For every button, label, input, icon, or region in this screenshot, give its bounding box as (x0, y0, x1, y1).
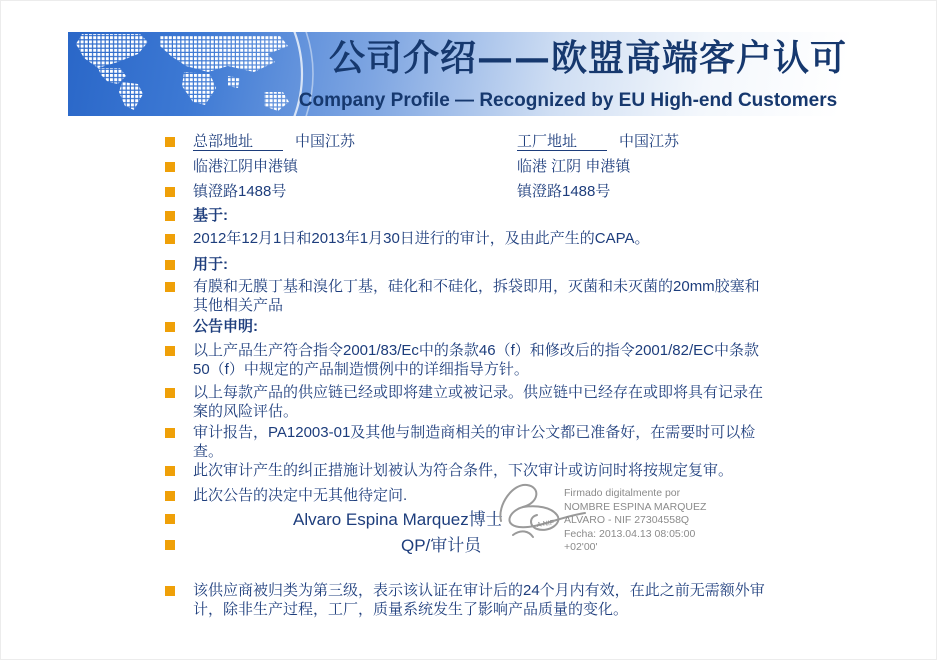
stamp-line: +02'00' (564, 541, 598, 553)
bullet-icon (165, 388, 175, 398)
stamp-line: ALVARO - NIF 27304558Q (564, 514, 690, 526)
section-heading: 公告申明: (193, 318, 258, 335)
bullet-icon (165, 491, 175, 501)
hq-address-line (193, 132, 785, 151)
factory-town-line: 临港 江阴 申港镇 (517, 158, 631, 175)
signer-role: QP/审计员 (401, 536, 482, 555)
digital-signature-stamp (564, 487, 724, 555)
stamp-line: Fecha: 2013.04.13 08:05:00 (564, 527, 696, 540)
bullet-row (165, 255, 785, 274)
address-row-1 (165, 132, 785, 151)
svg-text:A NIF: A NIF (536, 519, 555, 529)
bullet-icon (165, 514, 175, 524)
address-row-2 (165, 157, 785, 176)
section-heading: 基于: (193, 207, 228, 224)
factory-street-line: 镇澄路1488号 (517, 183, 611, 200)
bullet-row (165, 423, 785, 461)
header-banner (68, 32, 881, 116)
slide-title-chinese: 公司介绍——欧盟高端客户认可 (328, 37, 847, 79)
section-heading: 用于: (193, 256, 228, 273)
hq-address-label: 总部地址 (193, 133, 283, 151)
bullet-icon (165, 211, 175, 221)
bullet-icon (165, 428, 175, 438)
bullet-icon (165, 260, 175, 270)
stamp-line: Firmado digitalmente por (564, 487, 681, 499)
bullet-icon (165, 187, 175, 197)
bullet-text: 以上产品生产符合指令2001/83/Ec中的条款46（f）和修改后的指令2001/82/EC中条款50（f）中规定的产品制造惯例中的详细指导方针。 (193, 342, 759, 378)
bullet-icon (165, 282, 175, 292)
bullet-icon (165, 162, 175, 172)
bullet-icon (165, 466, 175, 476)
bullet-text: 2012年12月1日和2013年1月30日进行的审计，及由此产生的CAPA。 (193, 230, 650, 247)
bullet-icon (165, 234, 175, 244)
hq-street-line: 镇澄路1488号 (193, 183, 287, 200)
bullet-text: 此次公告的决定中无其他待定问. (193, 487, 408, 504)
bullet-row (165, 277, 785, 315)
bullet-row (165, 581, 785, 619)
bullet-icon (165, 586, 175, 596)
signer-name: Alvaro Espina Marquez博士 (293, 510, 503, 529)
bullet-text: 此次审计产生的纠正措施计划被认为符合条件，下次审计或访问时将按规定复审。 (193, 462, 734, 479)
hq-address-value: 中国江苏 (295, 133, 356, 150)
address-row-3 (165, 182, 785, 201)
factory-address-value: 中国江苏 (619, 133, 680, 150)
bullet-text: 审计报告，PA12003-01及其他与制造商相关的审计公文都已准备好，在需要时可以检查。 (193, 424, 756, 460)
bullet-row (165, 461, 785, 480)
factory-address-label: 工厂地址 (517, 133, 607, 151)
bullet-row (165, 317, 785, 336)
factory-address-line (517, 132, 679, 151)
hq-town-line: 临港江阴申港镇 (193, 158, 299, 175)
bullet-row (165, 383, 785, 421)
bullet-text: 有膜和无膜丁基和溴化丁基，硅化和不硅化，拆袋即用，灭菌和未灭菌的20mm胶塞和其他相关产品 (193, 278, 760, 314)
bullet-icon (165, 346, 175, 356)
bullet-icon (165, 137, 175, 147)
bullet-row (165, 206, 785, 225)
bullet-row (165, 341, 785, 379)
bullet-icon (165, 322, 175, 332)
bullet-text: 该供应商被归类为第三级，表示该认证在审计后的24个月内有效，在此之前无需额外审计，除非生产过程，工厂，质量系统发生了影响产品质量的变化。 (193, 582, 765, 618)
bullet-row (165, 229, 785, 248)
bullet-text: 以上每款产品的供应链已经或即将建立或被记录。供应链中已经存在或即将具有记录在案的风险评估。 (193, 384, 764, 420)
stamp-line: NOMBRE ESPINA MARQUEZ (564, 500, 707, 513)
bullet-icon (165, 540, 175, 550)
slide-title-english: Company Profile — Recognized by EU High-end Customers (298, 90, 838, 111)
